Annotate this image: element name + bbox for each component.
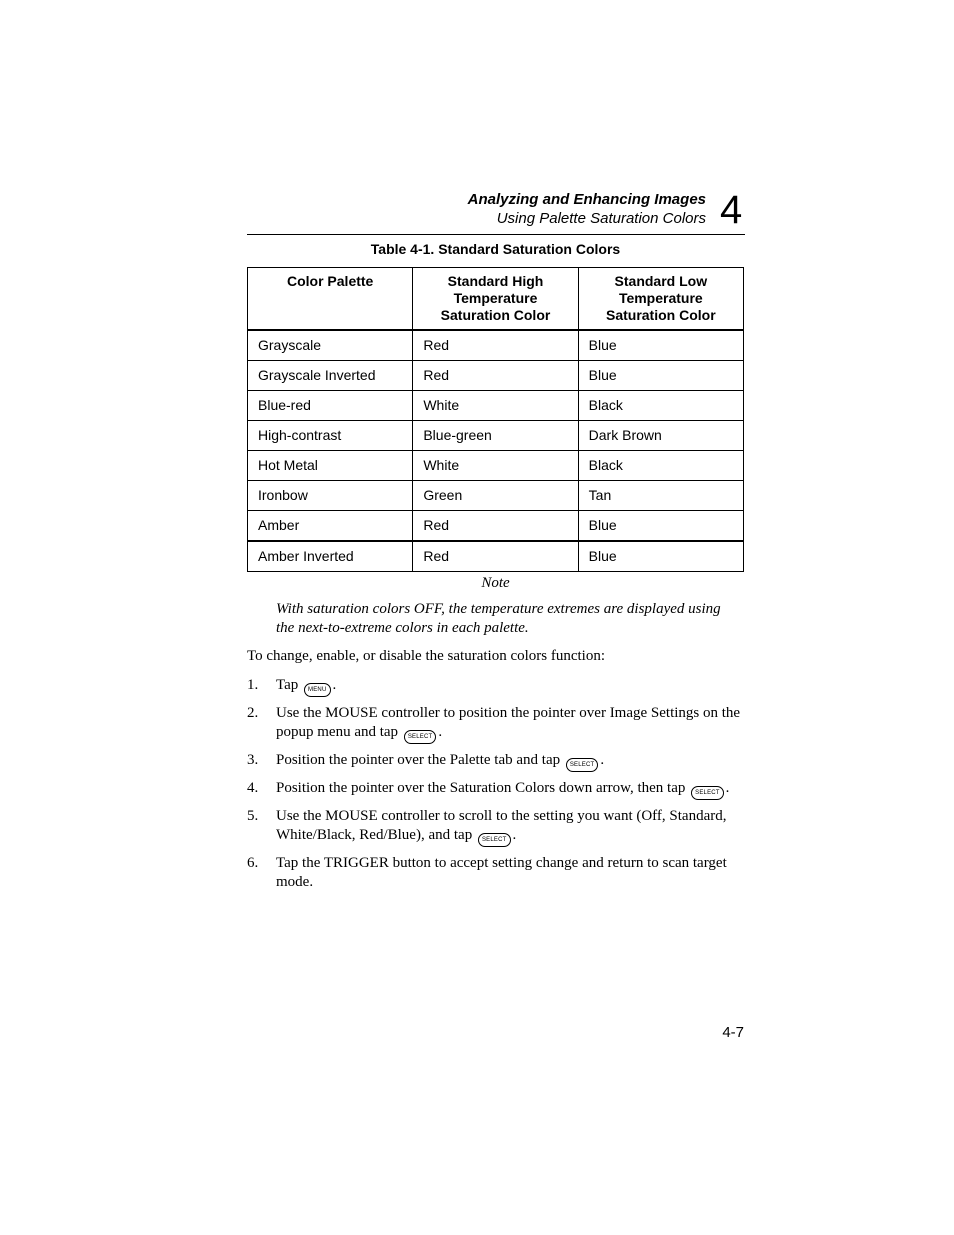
table-header-row [248,268,744,330]
header-rule [247,234,745,235]
step-text-end: . [725,780,730,796]
table-row [248,420,744,450]
step-number: 1. [247,677,259,693]
palette-cell: Grayscale [248,330,413,361]
column-header-color-palette: Color Palette [248,268,413,330]
low-color-cell: Blue [578,360,743,390]
table-row [248,390,744,420]
table-row [248,541,744,572]
step-text-end: . [600,752,605,768]
palette-cell: High-contrast [248,420,413,450]
procedure-step [247,779,745,800]
procedure-step [247,704,745,744]
low-color-cell: Blue [578,510,743,541]
select-key-icon: SELECT [478,833,511,847]
step-text: Position the pointer over the Saturation Colors down arrow, then tap [276,780,686,796]
page-number: 4-7 [722,1024,744,1041]
procedure-step [247,751,745,772]
step-text-end: . [512,827,517,843]
low-color-cell: Dark Brown [578,420,743,450]
table-row [248,360,744,390]
table-row [248,480,744,510]
low-color-cell: Tan [578,480,743,510]
column-header-high-temp: Standard High Temperature Saturation Color [413,268,578,330]
low-color-cell: Blue [578,541,743,572]
table-row [248,510,744,541]
palette-cell: Hot Metal [248,450,413,480]
low-color-cell: Black [578,390,743,420]
note-heading: Note [481,575,510,591]
step-text: Use the MOUSE controller to position the pointer over Image Settings on the popup menu and tap [276,705,741,740]
high-color-cell: Blue-green [413,420,578,450]
palette-cell: Ironbow [248,480,413,510]
palette-cell: Blue-red [248,390,413,420]
select-key-icon: SELECT [566,758,599,772]
procedure-step [247,676,745,697]
step-text: Tap the TRIGGER button to accept setting change and return to scan target mode. [276,855,727,890]
procedure-step [247,854,745,892]
note-body: With saturation colors OFF, the temperature extremes are displayed using the next-to-extreme colors in each palette. [276,601,721,636]
chapter-number: 4 [720,188,743,232]
table-caption: Table 4-1. Standard Saturation Colors [370,241,621,257]
step-text-end: . [438,724,443,740]
procedure-intro: To change, enable, or disable the saturation colors function: [247,648,606,664]
running-header-title: Analyzing and Enhancing Images [467,191,706,208]
table-row [248,330,744,361]
step-text: Tap [276,677,299,693]
low-color-cell: Black [578,450,743,480]
high-color-cell: Red [413,360,578,390]
menu-key-icon: MENU [304,683,330,697]
select-key-icon: SELECT [691,786,724,800]
step-text: Use the MOUSE controller to scroll to the setting you want (Off, Standard, White/Black, Red/Blue), and tap [276,808,727,843]
high-color-cell: White [413,450,578,480]
high-color-cell: Green [413,480,578,510]
high-color-cell: Red [413,330,578,361]
running-header-subtitle: Using Palette Saturation Colors [496,210,706,227]
step-number: 2. [247,705,259,721]
palette-cell: Amber Inverted [248,541,413,572]
palette-cell: Amber [248,510,413,541]
table-row [248,450,744,480]
step-text-end: . [332,677,337,693]
step-number: 4. [247,780,259,796]
high-color-cell: Red [413,541,578,572]
step-number: 6. [247,855,259,871]
low-color-cell: Blue [578,330,743,361]
palette-cell: Grayscale Inverted [248,360,413,390]
step-number: 5. [247,808,259,824]
step-number: 3. [247,752,259,768]
select-key-icon: SELECT [404,730,437,744]
high-color-cell: Red [413,510,578,541]
saturation-colors-table [247,267,744,572]
procedure-step [247,807,745,847]
high-color-cell: White [413,390,578,420]
column-header-low-temp: Standard Low Temperature Saturation Color [578,268,743,330]
step-text: Position the pointer over the Palette tab and tap [276,752,561,768]
